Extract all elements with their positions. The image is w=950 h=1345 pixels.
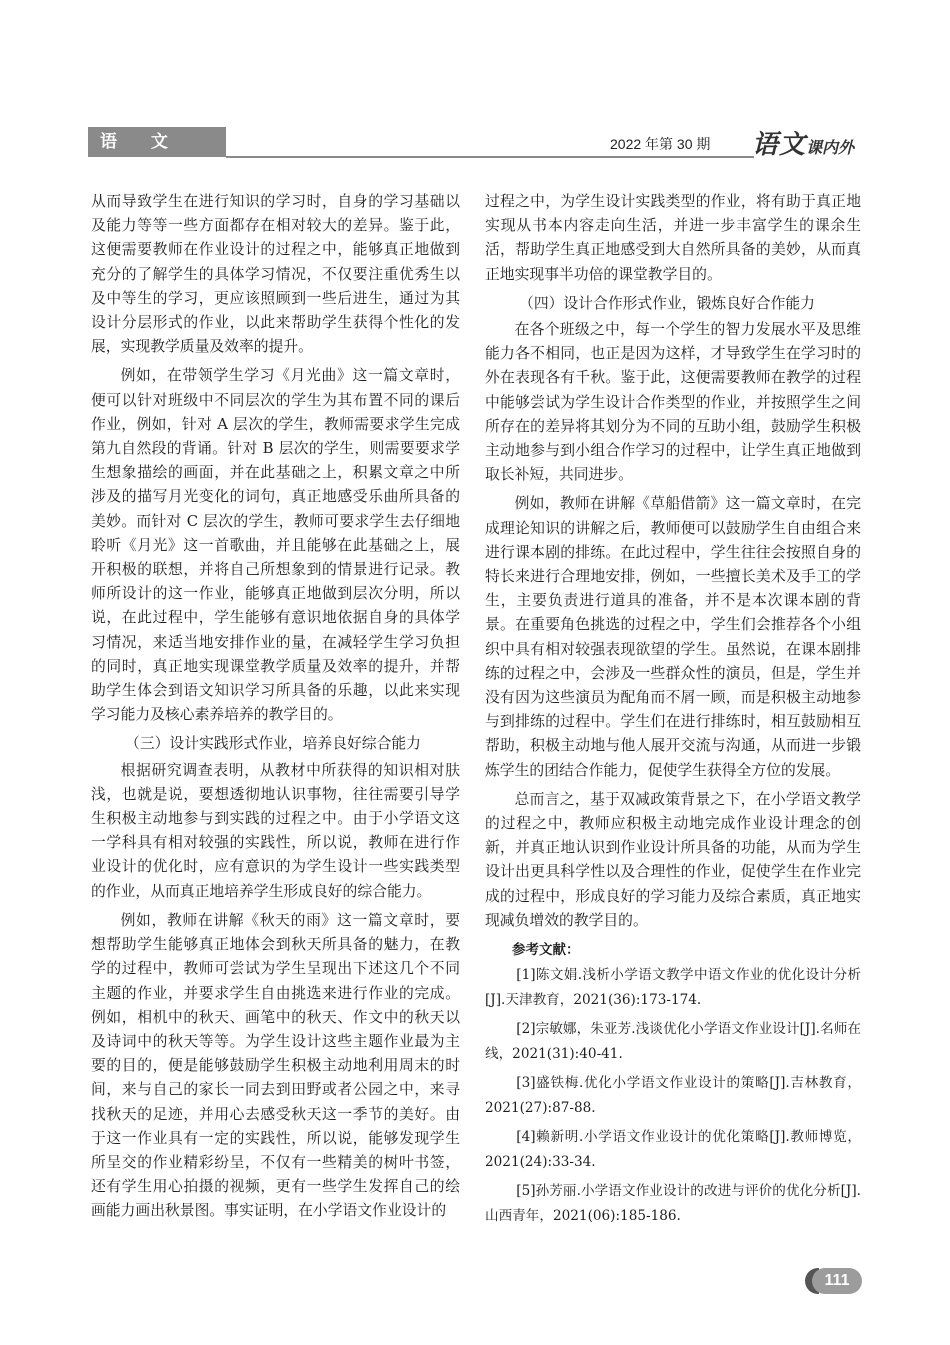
reference-item: [4]赖新明.小学语文作业设计的优化策略[J].教师博览，2021(24):33-34. <box>485 1129 861 1171</box>
section-heading: （三）设计实践形式作业，培养良好综合能力 <box>125 735 421 753</box>
paragraph: 从而导致学生在进行知识的学习时，自身的学习基础以及能力等等一些方面都存在相对较大的差异。鉴于此，这便需要教师在作业设计的过程之中，能够真正地做到充分的了解学生的具体学习情况，不仅要注重优秀生以及中等生的学习，更应该照顾到一些后进生，通过为其设计分层形式的作业，以此来帮助学生获得个性化的发展，实现教学质量及效率的提升。 <box>91 193 460 356</box>
left-column <box>91 190 460 1229</box>
issue-label: 2022 年第 30 期 <box>610 136 711 152</box>
logo-main-text: 语文 <box>752 130 807 160</box>
section-label: 语 文 教 研 <box>88 127 226 157</box>
paragraph: 过程之中，为学生设计实践类型的作业，将有助于真正地实现从书本内容走向生活，并进一步丰富学生的课余生活，帮助学生真正地感受到大自然所具备的美妙，从而真正地实现事半功倍的课堂教学目的。 <box>485 193 861 283</box>
page-number: 111 <box>812 1268 862 1294</box>
header-divider <box>226 156 754 158</box>
reference-item: [1]陈文娟.浅析小学语文教学中语文作业的优化设计分析[J].天津教育，2021(36):173-174. <box>485 967 861 1009</box>
paragraph: 例如，教师在讲解《草船借箭》这一篇文章时，在完成理论知识的讲解之后，教师便可以鼓励学生自由组合来进行课本剧的排练。在此过程中，学生往往会按照自身的特长来进行合理地安排，例如，一些擅长美术及手工的学生，主要负责进行道具的准备，并不是本次课本剧的背景。在重要角色挑选的过程之中，学生们会推荐各个小组织中具有相对较强表现欲望的学生。虽然说，在课本剧排练的过程之中，会涉及一些群众性的演员，但是，学生并没有因为这些演员为配角而不屑一顾，而是积极主动地参与到排练的过程中。学生们在进行排练时，相互鼓励相互帮助，积极主动地与他人展开交流与沟通，从而进一步锻炼学生的团结合作能力，促使学生获得全方位的发展。 <box>485 495 861 779</box>
reference-item: [5]孙芳丽.小学语文作业设计的改进与评价的优化分析[J].山西青年，2021(06):185-186. <box>485 1183 861 1225</box>
journal-logo <box>752 124 854 161</box>
reference-item: [3]盛铁梅.优化小学语文作业设计的策略[J].吉林教育，2021(27):87-88. <box>485 1075 861 1117</box>
reference-item: [2]宗敏娜，朱亚芳.浅谈优化小学语文作业设计[J].名师在线，2021(31):40-41. <box>485 1021 861 1063</box>
paragraph: 总而言之，基于双减政策背景之下，在小学语文教学的过程之中，教师应积极主动地完成作业设计理念的创新，并真正地认识到作业设计所具备的功能，从而为学生设计出更具科学性以及合理性的作业，促使学生在作业完成的过程中，形成良好的学习能力及综合素质，真正地实现减负增效的教学目的。 <box>485 790 861 929</box>
paragraph: 根据研究调查表明，从教材中所获得的知识相对肤浅，也就是说，要想透彻地认识事物，往往需要引导学生积极主动地参与到实践的过程之中。由于小学语文这一学科具有相对较强的实践性，所以说，教师在进行作业设计的优化时，应有意识的为学生设计一些实践类型的作业，从而真正地培养学生形成良好的综合能力。 <box>91 761 460 900</box>
paragraph: 在各个班级之中，每一个学生的智力发展水平及思维能力各不相同，也正是因为这样，才导致学生在学习时的外在表现各有千秋。鉴于此，这便需要教师在教学的过程中能够尝试为学生设计合作类型的作业，并按照学生之间所存在的差异将其划分为不同的互助小组，鼓励学生积极主动地参与到小组合作学习的过程中，让学生真正地做到取长补短，共同进步。 <box>485 321 861 484</box>
section-heading: （四）设计合作形式作业，锻炼良好合作能力 <box>519 294 815 312</box>
page-header <box>0 0 950 182</box>
logo-sub-text: 课内外 <box>806 138 855 157</box>
paragraph: 例如，教师在讲解《秋天的雨》这一篇文章时，要想帮助学生能够真正地体会到秋天所具备的魅力，在教学的过程中，教师可尝试为学生呈现出下述这几个不同主题的作业，并要求学生自由挑选来进行作业的完成。例如，相机中的秋天、画笔中的秋天、作文中的秋天以及诗词中的秋天等等。为学生设计这些主题作业最为主要的目的，便是能够鼓励学生积极主动地利用周末的时间，来与自己的家长一同去到田野或者公园之中，来寻找秋天的足迹，并用心去感受秋天这一季节的美好。由于这一作业具有一定的实践性，所以说，能够发现学生所呈交的作业精彩纷呈，不仅有一些精美的树叶书签，还有学生用心拍摄的视频，更有一些学生发挥自己的绘画能力画出秋景图。事实证明，在小学语文作业设计的 <box>91 911 460 1220</box>
references-heading: 参考文献： <box>512 942 580 959</box>
right-column <box>485 190 861 1233</box>
paragraph: 例如，在带领学生学习《月光曲》这一篇文章时，便可以针对班级中不同层次的学生为其布置不同的课后作业，例如，针对 A 层次的学生，教师需要求学生完成第九自然段的背诵。针对 B 层次的学生，则需要要求学生想象描绘的画面，并在此基础之上，积累文章之中所涉及的描写月光变化的词句，真正地感受乐曲所具备的美妙。而针对 C 层次的学生，教师可要求学生去仔细地聆听《月光》这一首歌曲，并且能够在此基础之上，展开积极的联想，并将自己所想象到的情景进行记录。教师所设计的这一作业，能够真正地做到层次分明，所以说，在此过程中，学生能够有意识地依据自身的具体学习情况，来适当地安排作业的量，在减轻学生学习负担的同时，真正地实现课堂教学质量及效率的提升，并帮助学生体会到语文知识学习所具备的乐趣，以此来实现学习能力及核心素养培养的教学目的。 <box>91 367 460 724</box>
